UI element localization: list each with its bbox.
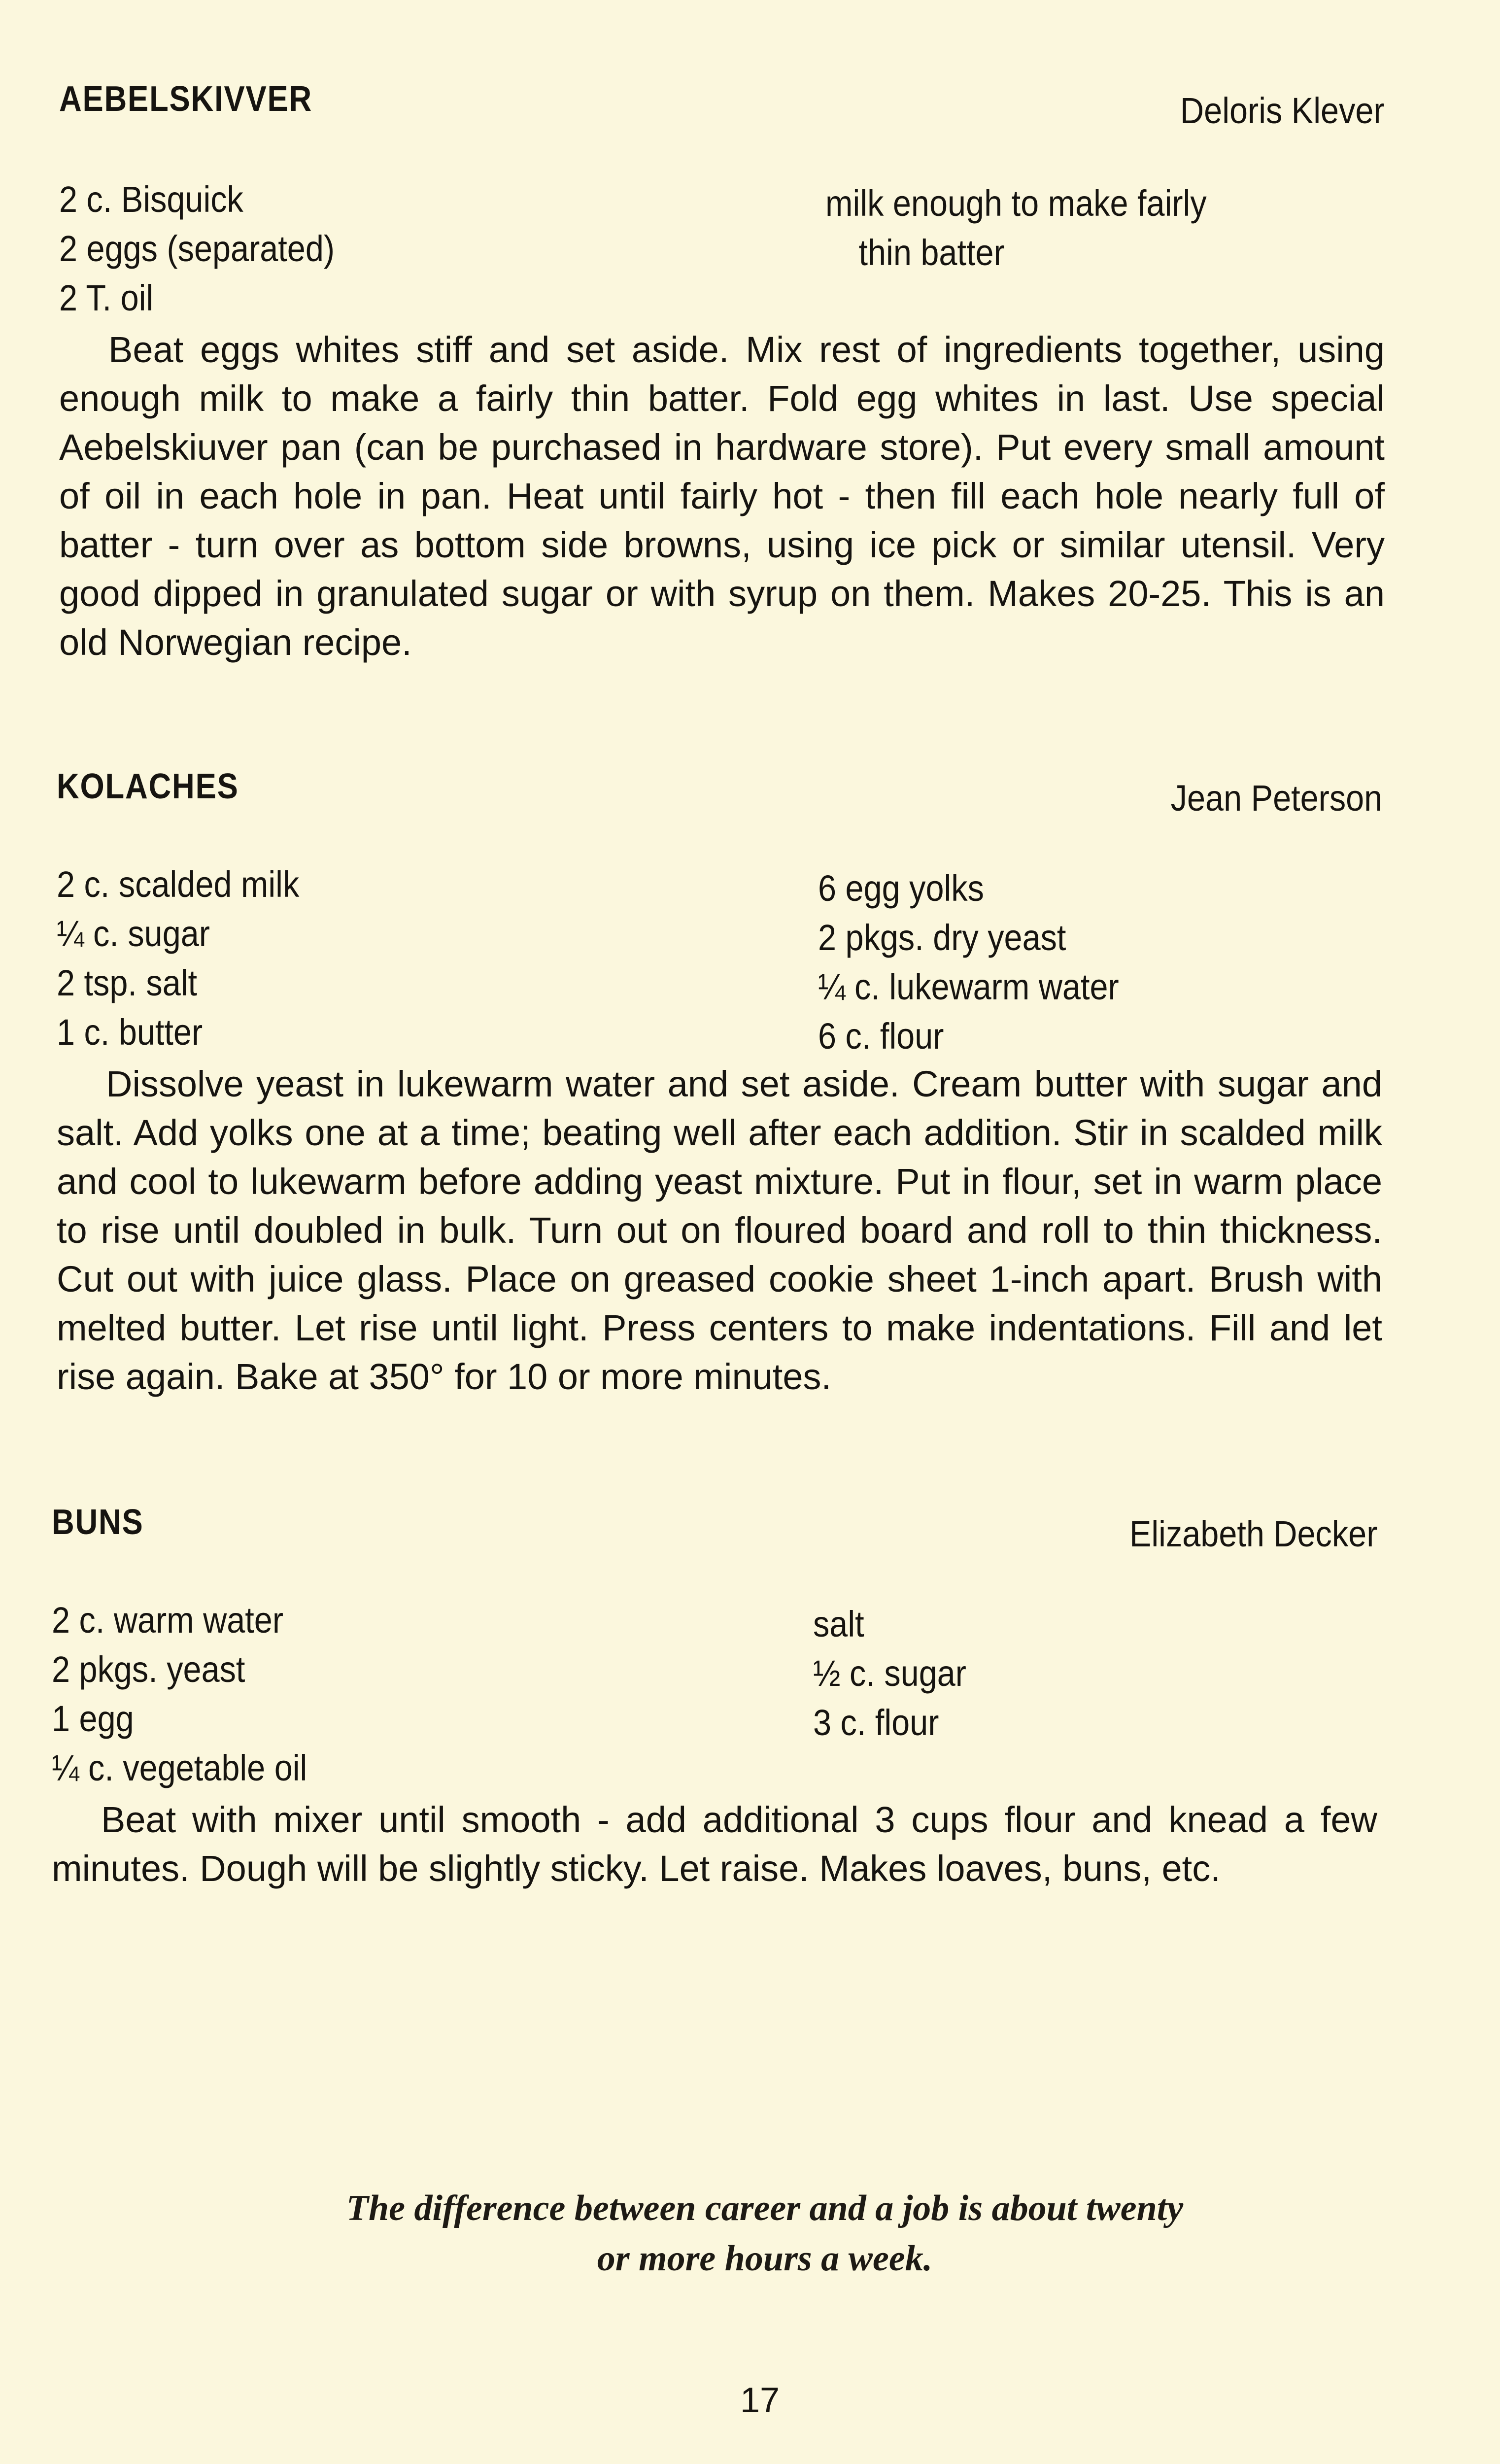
- ingredient: 2 c. scalded milk: [57, 864, 300, 905]
- quote-line: or more hours a week.: [597, 2238, 933, 2279]
- page-number: 17: [740, 2381, 780, 2420]
- ingredient: 2 T. oil: [59, 277, 154, 318]
- ingredients-left-column: [59, 175, 365, 323]
- ingredients-right-column: [818, 864, 1153, 1061]
- ingredient: 2 eggs (separated): [59, 228, 335, 269]
- ingredient: 2 c. Bisquick: [59, 179, 243, 220]
- recipe-author: Deloris Klever: [1180, 90, 1385, 131]
- ingredient: 1 c. butter: [57, 1012, 203, 1053]
- recipe-directions: Beat with mixer until smooth - add additional 3 cups flour and knead a few minutes. Dough will be slightly sticky. Let raise. Makes loaves, buns, etc.: [52, 1799, 1377, 1889]
- recipe-title: KOLACHES: [57, 767, 239, 806]
- ingredient: ¼ c. vegetable oil: [52, 1747, 307, 1788]
- recipe-author: Jean Peterson: [1170, 778, 1382, 819]
- ingredient: 3 c. flour: [813, 1702, 939, 1743]
- ingredients-right-column: [813, 1600, 984, 1747]
- ingredient: ½ c. sugar: [813, 1653, 966, 1694]
- ingredient: 6 egg yolks: [818, 868, 984, 909]
- recipe-directions: Dissolve yeast in lukewarm water and set aside. Cream butter with sugar and salt. Add yolks one at a time; beating well after each addition. Stir in scalded milk and cool to lukewarm before adding yeast mixture. Put in flour, set in warm place to rise until doubled in bulk. Turn out on floured board and roll to thin thickness. Cut out with juice glass. Place on greased cookie sheet 1-inch apart. Brush with melted butter. Let rise until light. Press centers to make indentations. Fill and let rise again. Bake at 350° for 10 or more minutes.: [57, 1063, 1382, 1397]
- footer-quote: [0, 2183, 1500, 2284]
- quote-line: The difference between career and a job is about twenty: [346, 2188, 1184, 2228]
- ingredient: 1 egg: [52, 1698, 134, 1739]
- ingredient: 2 tsp. salt: [57, 962, 198, 1003]
- recipe-directions: Beat eggs whites stiff and set aside. Mix rest of ingredients together, using enough milk to make a fairly thin batter. Fold egg whites in last. Use special Aebelskiuver pan (can be purchased in hardware store). Put every small amount of oil in each hole in pan. Heat until fairly hot - then fill each hole nearly full of batter - turn over as bottom side browns, using ice pick or similar utensil. Very good dipped in granulated sugar or with syrup on them. Makes 20-25. This is an old Norwegian recipe.: [59, 329, 1385, 663]
- ingredient: 2 c. warm water: [52, 1600, 284, 1641]
- ingredients-left-column: [52, 1596, 336, 1793]
- ingredient: ¼ c. lukewarm water: [818, 966, 1119, 1007]
- ingredient: ¼ c. sugar: [57, 913, 210, 954]
- ingredient: milk enough to make fairly: [825, 183, 1207, 224]
- ingredients-right-column: [825, 179, 1249, 277]
- ingredient: salt: [813, 1604, 864, 1644]
- recipe-title: AEBELSKIVVER: [59, 79, 313, 119]
- recipe-title: BUNS: [52, 1503, 144, 1542]
- ingredient: 6 c. flour: [818, 1016, 944, 1057]
- ingredient: 2 pkgs. dry yeast: [818, 917, 1066, 958]
- ingredient: 2 pkgs. yeast: [52, 1649, 245, 1690]
- ingredient: thin batter: [858, 232, 1005, 273]
- recipe-author: Elizabeth Decker: [1129, 1513, 1377, 1554]
- ingredients-left-column: [57, 860, 326, 1057]
